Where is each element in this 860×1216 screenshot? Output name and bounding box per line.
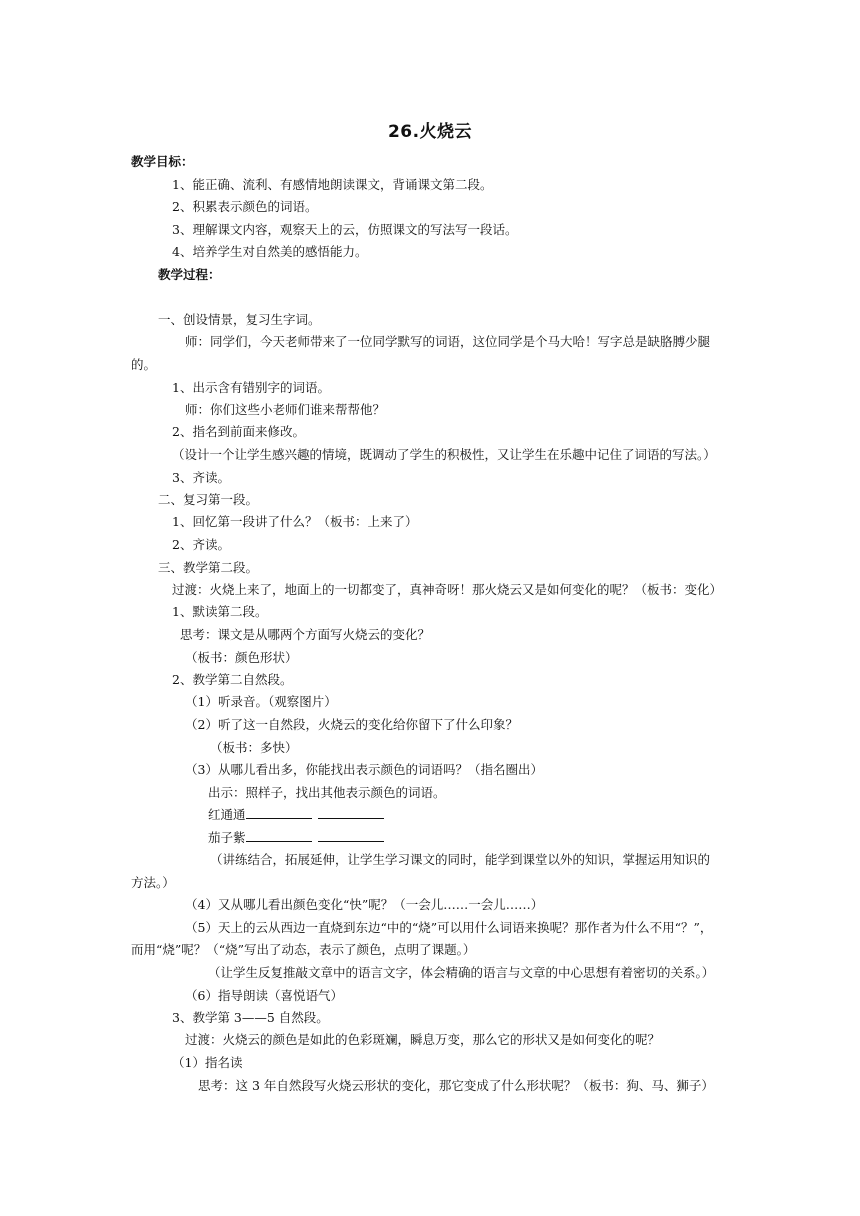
text-line: 茄子紫 (208, 830, 384, 846)
text-line: 2、指名到前面来修改。 (172, 424, 305, 439)
text-line: 1、默读第二段。 (172, 604, 268, 619)
text-line: 思考：这 3 年自然段写火烧云形状的变化，那它变成了什么形状呢？（板书：狗、马、狮子） (198, 1078, 714, 1093)
document-title: 26.火烧云 (387, 122, 473, 142)
text-line: 而用“烧”呢？（“烧”写出了动态，表示了颜色，点明了课题。） (131, 942, 476, 957)
text-line: 1、能正确、流利、有感情地朗读课文，背诵课文第二段。 (172, 177, 493, 192)
text-line: （6）指导朗读（喜悦语气） (185, 988, 343, 1003)
fill-blank (246, 807, 312, 819)
text-line: 师：同学们，今天老师带来了一位同学默写的词语，这位同学是个马大哈！写字总是缺胳膊少腿 (185, 334, 711, 349)
text-line: 的。 (131, 357, 157, 372)
text-line: 过渡：火烧云的颜色是如此的色彩斑斓，瞬息万变，那么它的形状又是如何变化的呢？ (185, 1032, 661, 1047)
text-line: 三、教学第二段。 (158, 560, 259, 575)
text-line: 1、回忆第一段讲了什么？（板书：上来了） (172, 514, 418, 529)
text-line: （3）从哪儿看出多，你能找出表示颜色的词语吗？（指名圈出） (185, 762, 543, 777)
text-line: 过渡：火烧上来了，地面上的一切都变了，真神奇呀！那火烧云又是如何变化的呢？（板书：变化） (172, 582, 723, 597)
text-line: 2、积累表示颜色的词语。 (172, 199, 318, 214)
fill-blank (318, 830, 384, 842)
text-line: （2）听了这一自然段，火烧云的变化给你留下了什么印象？ (185, 717, 518, 732)
text-line: （1）指名读 (172, 1055, 243, 1070)
text-line: （4）又从哪儿看出颜色变化“快”呢？（一会儿……一会儿……） (185, 897, 544, 912)
text-line: 方法。） (131, 875, 175, 890)
text-line: 3、教学第 3——5 自然段。 (172, 1010, 329, 1025)
text-line: 一、创设情景，复习生字词。 (158, 312, 321, 327)
text-line: 二、复习第一段。 (158, 492, 259, 507)
text-line: 红通通 (208, 807, 384, 823)
section-heading: 教学过程： (158, 267, 221, 282)
text-line: （5）天上的云从西边一直烧到东边“中的“烧”可以用什么词语来换呢？那作者为什么不用“？”， (185, 920, 713, 935)
text-line: 出示：照样子，找出其他表示颜色的词语。 (208, 785, 446, 800)
text-line: （让学生反复推敲文章中的语言文字，体会精确的语言与文章的中心思想有着密切的关系。） (208, 965, 715, 980)
text-line: （板书：多快） (210, 740, 298, 755)
text-line: 4、培养学生对自然美的感悟能力。 (172, 244, 368, 259)
text-line: 2、齐读。 (172, 537, 230, 552)
text-line: 3、理解课文内容，观察天上的云，仿照课文的写法写一段话。 (172, 222, 518, 237)
text-line: （讲练结合，拓展延伸，让学生学习课文的同时，能学到课堂以外的知识，掌握运用知识的 (210, 852, 711, 867)
text-line: （板书：颜色形状） (185, 650, 298, 665)
fill-blank (246, 830, 312, 842)
section-heading: 教学目标： (131, 154, 194, 169)
text-line: 师：你们这些小老师们谁来帮帮他？ (185, 402, 386, 417)
fill-blank (318, 807, 384, 819)
text-line: 思考：课文是从哪两个方面写火烧云的变化？ (180, 627, 431, 642)
text-line: （设计一个让学生感兴趣的情境，既调动了学生的积极性，又让学生在乐趣中记住了词语的写法。） (172, 447, 716, 462)
text-line: 3、齐读。 (172, 470, 230, 485)
text-line: 1、出示含有错别字的词语。 (172, 380, 330, 395)
text-line: （1）听录音。（观察图片） (185, 694, 337, 709)
text-line: 2、教学第二自然段。 (172, 672, 293, 687)
